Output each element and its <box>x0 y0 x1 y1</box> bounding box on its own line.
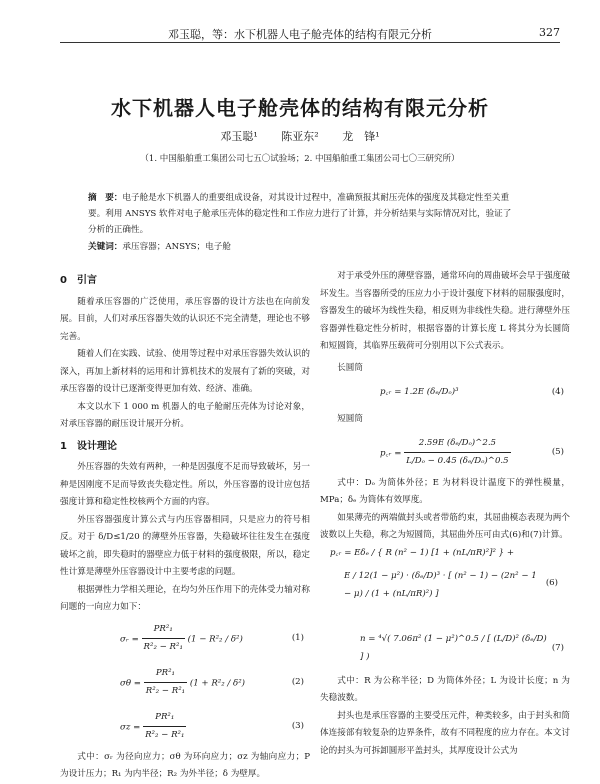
author: 陈亚东² <box>281 130 319 143</box>
paragraph: 如果薄壳的两端做封头或者带筋约束，其屈曲模态表现为两个波数以上失稳，称之为短圆筒，其屈曲外压可由式(6)和(7)计算。 <box>320 512 570 540</box>
eq-fraction <box>144 665 187 701</box>
equation-number: (6) <box>545 577 558 588</box>
eq-fraction <box>142 621 185 657</box>
eq-expression: n = ⁴√( 7.06π² (1 − μ²)^0.5 / [ (L/D)² (δₑ/D) ] ) <box>360 634 547 662</box>
section-heading <box>60 272 310 290</box>
eq-denominator: L/Dₒ − 0.45 (δₑ/Dₒ)^0.5 <box>406 456 509 466</box>
header-rule <box>60 42 560 43</box>
paragraph: 根据弹性力学相关理论，在均匀外压作用下的壳体受力轴对称问题的一向应力如下： <box>60 584 310 612</box>
keywords-label: 关键词： <box>88 242 123 252</box>
abstract-label: 摘 要： <box>88 193 123 203</box>
abstract-text: 电子舱是水下机器人的重要组成设备，对其设计过程中，准确预报其耐压壳体的强度及其稳定性至关重要。利用 ANSYS 软件对电子舱承压壳体的稳定性和工作应力进行了计算，并分析结果与实际情况对比，验证了分析的正确性。 <box>88 193 512 235</box>
paragraph: 式中：σᵣ 为径向应力；σθ 为环向应力；σz 为轴向应力；P 为设计压力；R₁ 为内半径；R₂ 为外半径；δ 为壁厚。 <box>60 751 310 779</box>
equation-5 <box>320 431 570 475</box>
equation-number: (2) <box>291 676 304 687</box>
eq-lhs: σz = <box>120 722 141 732</box>
equation-number: (3) <box>291 720 304 731</box>
left-column <box>60 268 310 784</box>
keywords-text: 承压容器；ANSYS；电子舱 <box>122 242 231 252</box>
section-title: 引言 <box>76 275 97 286</box>
equation-1 <box>60 617 310 661</box>
paragraph: 外压容器的失效有两种，一种是因强度不足而导致破坏，另一种是因刚度不足而导致丧失稳定性。所以，外压容器的设计应包括强度计算和稳定性校核两个方面的内容。 <box>60 462 310 507</box>
equation-number: (4) <box>551 387 564 398</box>
eq-denominator: R²₂ − R²₁ <box>145 686 186 696</box>
paragraph: 封头也是承压容器的主要受压元件，种类较多，由于封头和筒体连接部有较复杂的边界条件，故有不同程度的应力存在。本文讨论的封头为可拆卸圆形平盖封头，其厚度设计公式为 <box>320 710 570 756</box>
eq-lhs: p꜀ᵣ = <box>380 448 402 458</box>
eq-fraction <box>404 435 511 471</box>
right-column <box>320 268 570 760</box>
running-header <box>0 0 600 42</box>
eq-term: Eδₑ / { R (n² − 1) [1 + (nL/πR)²]² } + <box>354 547 515 558</box>
eq-term: (1 − R²₂ / δ²) <box>187 634 243 644</box>
section-title: 设计理论 <box>76 440 117 452</box>
page-number: 327 <box>539 26 560 39</box>
eq-numerator: PR²₁ <box>144 665 187 684</box>
equation-number: (7) <box>551 642 564 653</box>
paragraph: 对于承受外压的薄壁容器，通常环向的周曲破坏会早于强度破坏发生。当容器所受的压应力小于设计强度下材料的屈服强度时，容器发生的破坏为线性失稳，相反则为非线性失稳。进行薄壁外压容器弹性稳定性分析时，根据容器的计算长度 L 将其分为长圆筒和短圆筒，其临界压载荷可分别用以下公式表示。 <box>320 271 570 351</box>
equation-number: (5) <box>551 446 564 457</box>
paragraph: 本文以水下 1 000 m 机器人的电子舱耐压壳体为讨论对象，对承压容器的耐压设计展开分析。 <box>60 401 310 429</box>
paper-title: 水下机器人电子舱壳体的结构有限元分析 <box>111 96 489 120</box>
section-heading <box>60 438 310 456</box>
eq-expression: p꜀ᵣ = 1.2E (δₑ/Dₒ)³ <box>380 387 459 398</box>
equation-4 <box>320 379 570 407</box>
paragraph: 式中：R 为公称半径；D 为筒体外径；L 为设计长度；n 为失稳波数。 <box>320 675 570 703</box>
eq-denominator: R²₂ − R²₁ <box>143 642 183 652</box>
subheading: 短圆筒 <box>337 414 363 424</box>
equation-3 <box>60 705 310 749</box>
eq-numerator: 2.59E (δₑ/Dₒ)^2.5 <box>404 435 511 454</box>
eq-fraction <box>143 709 186 745</box>
equation-7 <box>320 625 570 673</box>
running-title: 邓玉聪，等：水下机器人电子舱壳体的结构有限元分析 <box>168 28 432 41</box>
paragraph: 随着人们在实践、试验、使用等过程中对承压容器失效认识的深入，再加上新材料的运用和计算机技术的发展有了新的突破，对承压容器的设计已逐渐变得更加有效、经济、准确。 <box>60 349 310 394</box>
section-number: 1 <box>60 440 67 452</box>
paragraph: 随着承压容器的广泛使用，承压容器的设计方法也在向前发展。目前，人们对承压容器失效的认识还不完全清楚，理论也不够完善。 <box>60 296 310 342</box>
abstract <box>88 190 512 238</box>
eq-numerator: PR²₁ <box>143 709 186 728</box>
author-list <box>0 128 600 144</box>
equation-6 <box>320 545 570 625</box>
paragraph: 式中：Dₒ 为简体外径；E 为材料设计温度下的弹性模量，MPa；δₑ 为筒体有效厚度。 <box>320 477 570 505</box>
keywords <box>88 240 231 252</box>
author: 邓玉聪¹ <box>220 130 258 143</box>
eq-lhs: p꜀ᵣ = <box>330 547 352 558</box>
eq-denominator: R²₂ − R²₁ <box>145 730 185 740</box>
section-number: 0 <box>60 275 67 286</box>
affiliation: （1. 中国船舶重工集团公司七五〇试验场；2. 中国船舶重工集团公司七〇三研究所） <box>140 154 460 164</box>
subheading: 长圆筒 <box>337 362 363 373</box>
author: 龙 锋¹ <box>342 130 380 143</box>
eq-lhs: σᵣ = <box>120 634 139 644</box>
eq-lhs: σθ = <box>120 678 141 688</box>
eq-numerator: PR²₁ <box>142 621 185 640</box>
eq-term: (1 + R²₂ / δ²) <box>189 678 246 688</box>
equation-number: (1) <box>291 632 304 643</box>
eq-term: E / 12(1 − μ²) · (δₑ/D)³ · [ (n² − 1) − (2n² − 1 − μ) / (1 + (nL/πR)²) ] <box>344 571 537 599</box>
paragraph: 外压容器强度计算公式与内压容器相同，只是应力的符号相反。对于 δ/D≤1/20 的薄壁外压容器，失稳破坏往往发生在强度破坏之前，即失稳时的器壁应力低于材料的强度极限，所以，稳定性计算是薄壁外压容器设计中主要考虑的问题。 <box>60 514 310 577</box>
equation-2 <box>60 661 310 705</box>
